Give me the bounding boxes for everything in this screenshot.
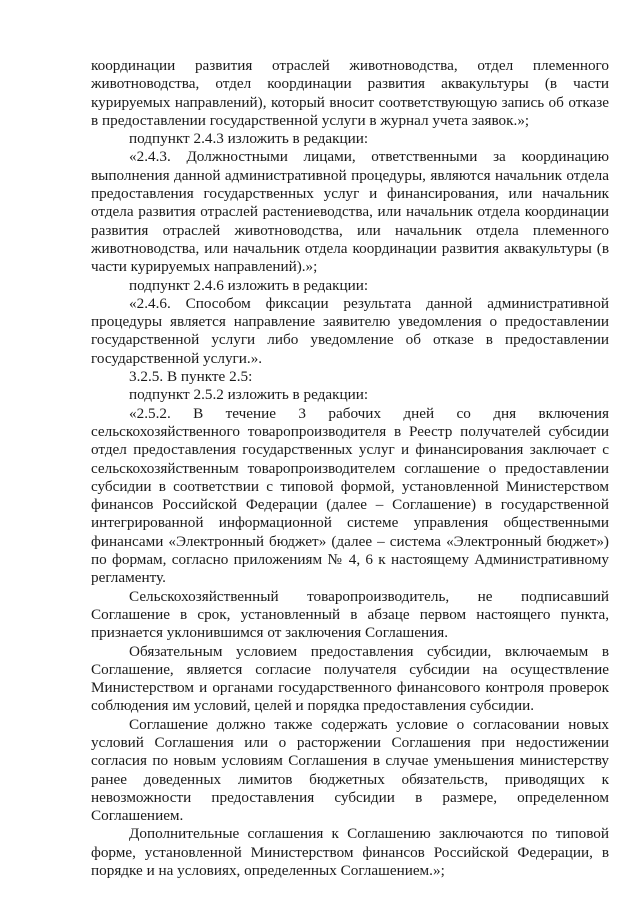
paragraph-9: Сельскохозяйственный товаропроизводитель, не подписавший Соглашение в срок, установленный в абзаце первом настоящего пункта, признается уклонившимся от заключения Соглашения. bbox=[91, 587, 609, 642]
paragraph-11: Соглашение должно также содержать условие о согласовании новых условий Соглашения или о расторжении Соглашения при недостижении согласия по новым условиям Соглашения в случае уменьшения министерству ранее доведенных лимитов бюджетных обязательств, приводящих к невозможности предоставления субсидии в размере, определенном Соглашением. bbox=[91, 715, 609, 825]
paragraph-4: подпункт 2.4.6 изложить в редакции: bbox=[129, 276, 369, 294]
paragraph-7: подпункт 2.5.2 изложить в редакции: bbox=[129, 386, 369, 404]
paragraph-3: «2.4.3. Должностными лицами, ответственными за координацию выполнения данной административной процедуры, являются начальник отдела предоставления государственных услуг и финансирования, или начальник отдела развития отраслей растениеводства, или начальник отдела координации развития отраслей животноводства, или начальник отдела племенного животноводства, или начальник отдела координации развития аквакультуры (в части курируемых направлений).»; bbox=[91, 148, 609, 276]
paragraph-6: 3.2.5. В пункте 2.5: bbox=[129, 368, 253, 386]
document-page bbox=[91, 57, 609, 880]
paragraph-2: подпункт 2.4.3 изложить в редакции: bbox=[129, 130, 369, 148]
paragraph-1: координации развития отраслей животноводства, отдел племенного животноводства, отдел координации развития аквакультуры (в части курируемых направлений), который вносит соответствующую запись об отказе в предоставлении государственной услуги в журнал учета заявок.»; bbox=[91, 57, 609, 129]
paragraph-8: «2.5.2. В течение 3 рабочих дней со дня включения сельскохозяйственного товаропроизводителя в Реестр получателей субсидии отдел предоставления государственных услуг и финансирования заключает с сельскохозяйственным товаропроизводителем соглашение о предоставлении субсидии в соответствии с типовой формой, установленной Министерством финансов Российской Федерации (далее – Соглашение) в государственной интегрированной информационной системе управления общественными финансами «Электронный бюджет» (далее – система «Электронный бюджет») по формам, согласно приложениям № 4, 6 к настоящему Административному регламенту. bbox=[91, 404, 609, 587]
paragraph-12: Дополнительные соглашения к Соглашению заключаются по типовой форме, установленной Министерством финансов Российской Федерации, в порядке и на условиях, определенных Соглашением.»; bbox=[91, 825, 609, 880]
paragraph-5: «2.4.6. Способом фиксации результата данной административной процедуры является направление заявителю уведомления о предоставлении государственной услуги либо уведомление об отказе в предоставлении государственной услуги.». bbox=[91, 294, 609, 367]
paragraph-10: Обязательным условием предоставления субсидии, включаемым в Соглашение, является согласие получателя субсидии на осуществление Министерством и органами государственного финансового контроля проверок соблюдения им условий, целей и порядка предоставления субсидии. bbox=[91, 642, 609, 715]
